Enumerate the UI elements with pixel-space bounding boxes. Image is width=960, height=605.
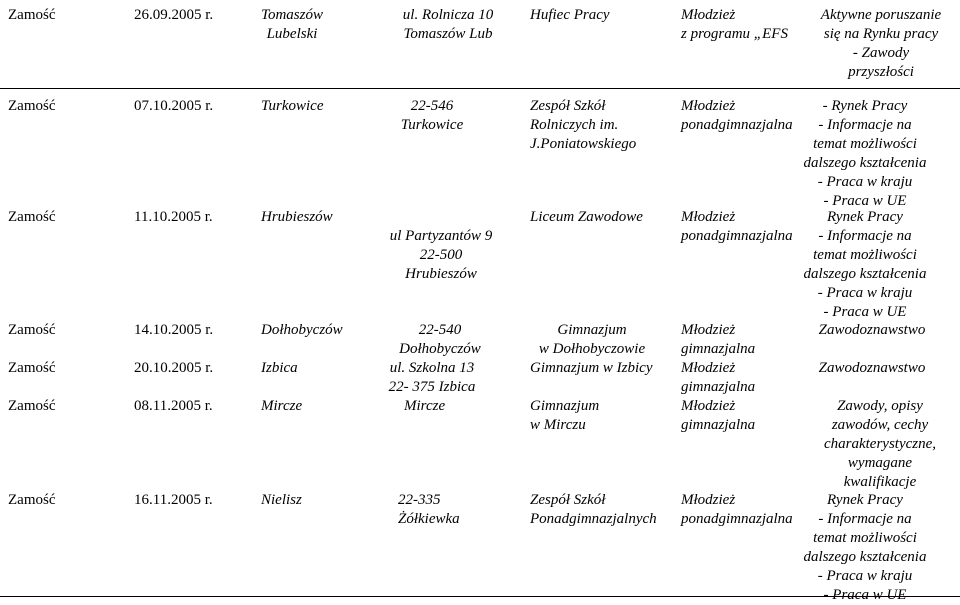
date-cell: 08.11.2005 r.: [134, 398, 213, 414]
date-cell: 11.10.2005 r.: [134, 209, 213, 225]
date-cell: 14.10.2005 r.: [134, 322, 214, 338]
place-cell: Mircze: [261, 398, 303, 414]
topics-cell: Aktywne poruszanie się na Rynku pracy - Zawody przyszłości: [820, 7, 942, 80]
institution-cell: Gimnazjum w Izbicy: [530, 360, 653, 376]
institution-cell: Zespół Szkół Rolniczych im. J.Poniatowskiego: [530, 98, 637, 152]
city-cell: Zamość: [8, 209, 56, 225]
topics-cell: Zawody, opisy zawodów, cechy charakterystyczne, wymagane kwalifikacje: [823, 398, 937, 490]
topics-cell: Zawodoznawstwo: [818, 360, 926, 376]
topics-cell: Rynek Pracy - Informacje na temat możliwości dalszego kształcenia - Praca w kraju - Praca w UE: [803, 209, 927, 320]
place-cell: Nielisz: [261, 492, 302, 508]
institution-cell: Liceum Zawodowe: [530, 209, 643, 225]
address-cell: Mircze: [404, 398, 446, 414]
city-cell: Zamość: [8, 360, 56, 376]
row-divider: [0, 88, 960, 89]
place-cell: Hrubieszów: [261, 209, 333, 225]
institution-cell: Hufiec Pracy: [530, 7, 610, 23]
city-cell: Zamość: [8, 7, 56, 23]
date-cell: 16.11.2005 r.: [134, 492, 213, 508]
city-cell: Zamość: [8, 322, 56, 338]
place-cell: Izbica: [261, 360, 298, 376]
address-cell: 22-335 Żółkiewka: [398, 492, 460, 527]
target-group-cell: Młodzież z programu „EFS: [681, 7, 788, 42]
date-cell: 07.10.2005 r.: [134, 98, 214, 114]
date-cell: 26.09.2005 r.: [134, 7, 214, 23]
topics-cell: - Rynek Pracy - Informacje na temat możliwości dalszego kształcenia - Praca w kraju - Praca w UE: [803, 98, 927, 209]
target-group-cell: Młodzież ponadgimnazjalna: [681, 492, 793, 527]
city-cell: Zamość: [8, 492, 56, 508]
target-group-cell: Młodzież ponadgimnazjalna: [681, 209, 793, 244]
city-cell: Zamość: [8, 398, 56, 414]
place-cell: Tomaszów Lubelski: [261, 7, 323, 42]
date-cell: 20.10.2005 r.: [134, 360, 214, 376]
topics-cell: Zawodoznawstwo: [818, 322, 926, 338]
topics-cell: Rynek Pracy - Informacje na temat możliwości dalszego kształcenia - Praca w kraju - Praca w UE: [803, 492, 927, 603]
address-cell: 22-546 Turkowice: [400, 98, 464, 133]
address-cell: ul. Rolnicza 10 Tomaszów Lub: [402, 7, 494, 42]
target-group-cell: Młodzież gimnazjalna: [681, 322, 756, 357]
target-group-cell: Młodzież ponadgimnazjalna: [681, 98, 793, 133]
target-group-cell: Młodzież gimnazjalna: [681, 398, 756, 433]
address-cell: ul. Szkolna 13 22- 375 Izbica: [388, 360, 476, 395]
city-cell: Zamość: [8, 98, 56, 114]
place-cell: Turkowice: [261, 98, 324, 114]
address-cell: 22-540 Dołhobyczów: [399, 322, 481, 357]
institution-cell: Gimnazjum w Dołhobyczowie: [538, 322, 646, 357]
address-cell: ul Partyzantów 9 22-500 Hrubieszów: [389, 228, 493, 282]
place-cell: Dołhobyczów: [261, 322, 343, 338]
institution-cell: Gimnazjum w Mirczu: [530, 398, 600, 433]
institution-cell: Zespół Szkół Ponadgimnazjalnych: [530, 492, 657, 527]
target-group-cell: Młodzież gimnazjalna: [681, 360, 756, 395]
